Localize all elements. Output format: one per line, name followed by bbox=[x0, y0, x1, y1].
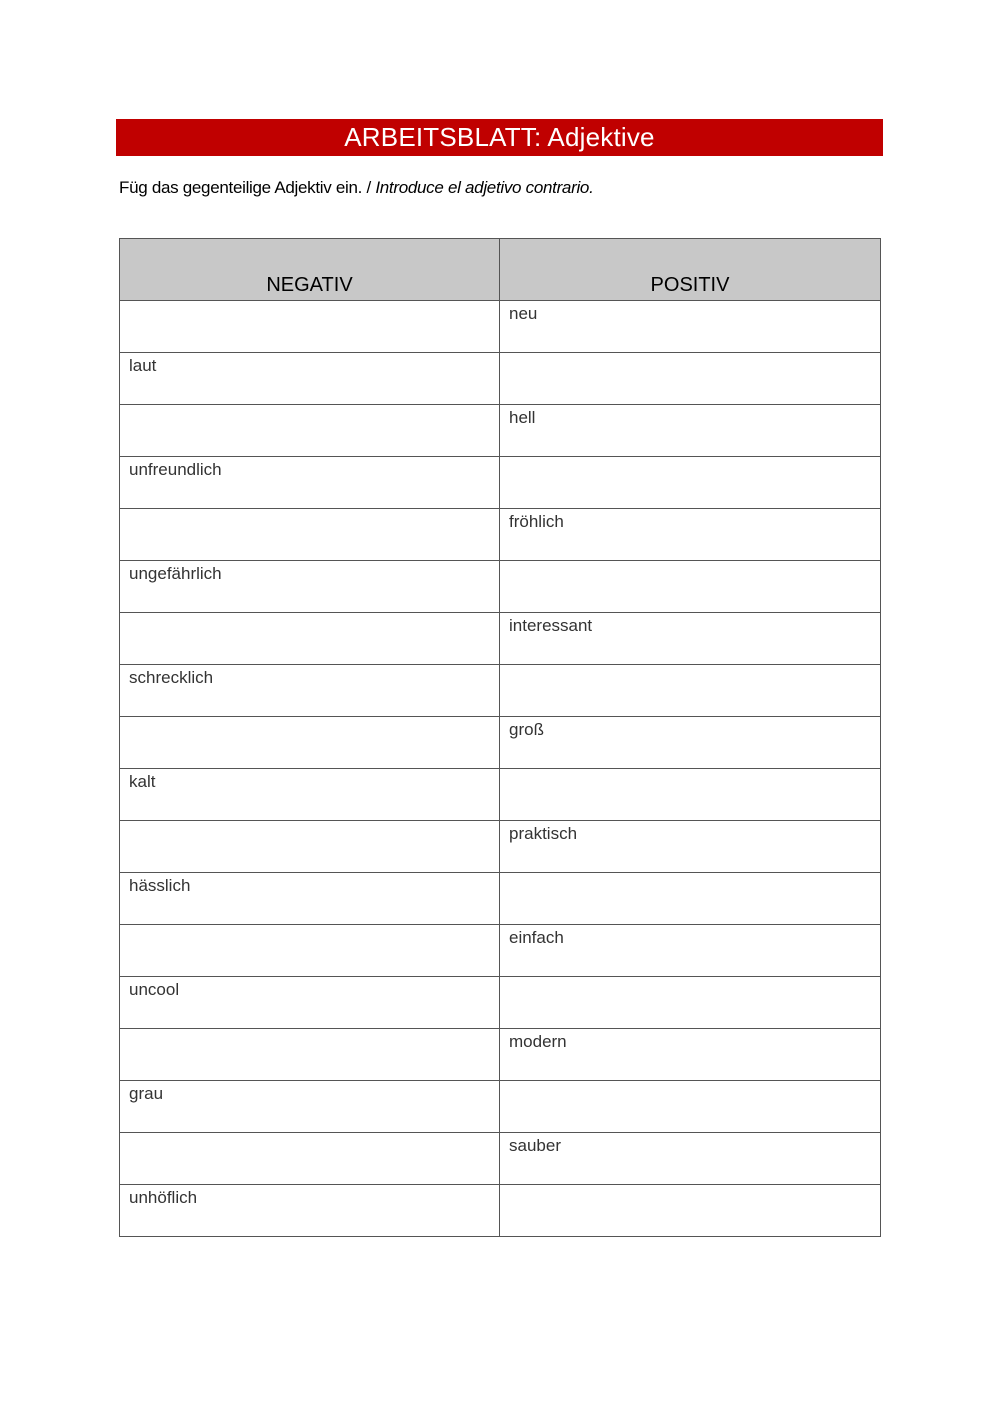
adjective-cell-negativ: grau bbox=[120, 1081, 500, 1133]
adjective-cell-positiv: hell bbox=[500, 405, 881, 457]
table-row bbox=[120, 769, 881, 821]
table-header-row bbox=[120, 239, 881, 301]
answer-cell-positiv[interactable] bbox=[500, 561, 881, 613]
answer-cell-negativ[interactable] bbox=[120, 717, 500, 769]
adjective-cell-negativ: schrecklich bbox=[120, 665, 500, 717]
column-header-negativ: NEGATIV bbox=[120, 239, 500, 301]
table-row bbox=[120, 1081, 881, 1133]
table-row bbox=[120, 717, 881, 769]
adjective-cell-negativ: unfreundlich bbox=[120, 457, 500, 509]
answer-cell-negativ[interactable] bbox=[120, 1133, 500, 1185]
adjective-cell-negativ: ungefährlich bbox=[120, 561, 500, 613]
table-row bbox=[120, 665, 881, 717]
answer-cell-positiv[interactable] bbox=[500, 665, 881, 717]
adjective-cell-positiv: modern bbox=[500, 1029, 881, 1081]
adjective-cell-positiv: sauber bbox=[500, 1133, 881, 1185]
adjective-cell-positiv: groß bbox=[500, 717, 881, 769]
table-row bbox=[120, 1185, 881, 1237]
instruction-text bbox=[119, 178, 594, 198]
table-row bbox=[120, 1133, 881, 1185]
instruction-spanish: Introduce el adjetivo contrario. bbox=[375, 178, 594, 197]
answer-cell-negativ[interactable] bbox=[120, 405, 500, 457]
answer-cell-negativ[interactable] bbox=[120, 1029, 500, 1081]
answer-cell-negativ[interactable] bbox=[120, 301, 500, 353]
answer-cell-positiv[interactable] bbox=[500, 977, 881, 1029]
table-row bbox=[120, 925, 881, 977]
answer-cell-positiv[interactable] bbox=[500, 1081, 881, 1133]
table-row bbox=[120, 873, 881, 925]
worksheet-title: ARBEITSBLATT: Adjektive bbox=[344, 122, 655, 152]
answer-cell-positiv[interactable] bbox=[500, 769, 881, 821]
adjectives-table bbox=[119, 238, 881, 1237]
answer-cell-negativ[interactable] bbox=[120, 509, 500, 561]
answer-cell-positiv[interactable] bbox=[500, 457, 881, 509]
answer-cell-negativ[interactable] bbox=[120, 613, 500, 665]
adjective-cell-negativ: kalt bbox=[120, 769, 500, 821]
answer-cell-negativ[interactable] bbox=[120, 925, 500, 977]
adjective-cell-positiv: fröhlich bbox=[500, 509, 881, 561]
adjective-cell-positiv: interessant bbox=[500, 613, 881, 665]
table-body bbox=[120, 301, 881, 1237]
table-row bbox=[120, 821, 881, 873]
table-row bbox=[120, 405, 881, 457]
table-row bbox=[120, 977, 881, 1029]
answer-cell-positiv[interactable] bbox=[500, 873, 881, 925]
adjective-cell-negativ: hässlich bbox=[120, 873, 500, 925]
adjective-cell-negativ: laut bbox=[120, 353, 500, 405]
table-row bbox=[120, 509, 881, 561]
adjective-cell-positiv: einfach bbox=[500, 925, 881, 977]
column-header-positiv: POSITIV bbox=[500, 239, 881, 301]
table-row bbox=[120, 457, 881, 509]
answer-cell-positiv[interactable] bbox=[500, 353, 881, 405]
answer-cell-positiv[interactable] bbox=[500, 1185, 881, 1237]
adjective-cell-positiv: neu bbox=[500, 301, 881, 353]
instruction-german: Füg das gegenteilige Adjektiv ein. / bbox=[119, 178, 376, 197]
table-row bbox=[120, 1029, 881, 1081]
table-row bbox=[120, 301, 881, 353]
adjective-cell-negativ: unhöflich bbox=[120, 1185, 500, 1237]
worksheet-title-bar bbox=[116, 119, 883, 156]
adjective-cell-negativ: uncool bbox=[120, 977, 500, 1029]
table-row bbox=[120, 613, 881, 665]
table-row bbox=[120, 561, 881, 613]
adjective-cell-positiv: praktisch bbox=[500, 821, 881, 873]
table-row bbox=[120, 353, 881, 405]
answer-cell-negativ[interactable] bbox=[120, 821, 500, 873]
